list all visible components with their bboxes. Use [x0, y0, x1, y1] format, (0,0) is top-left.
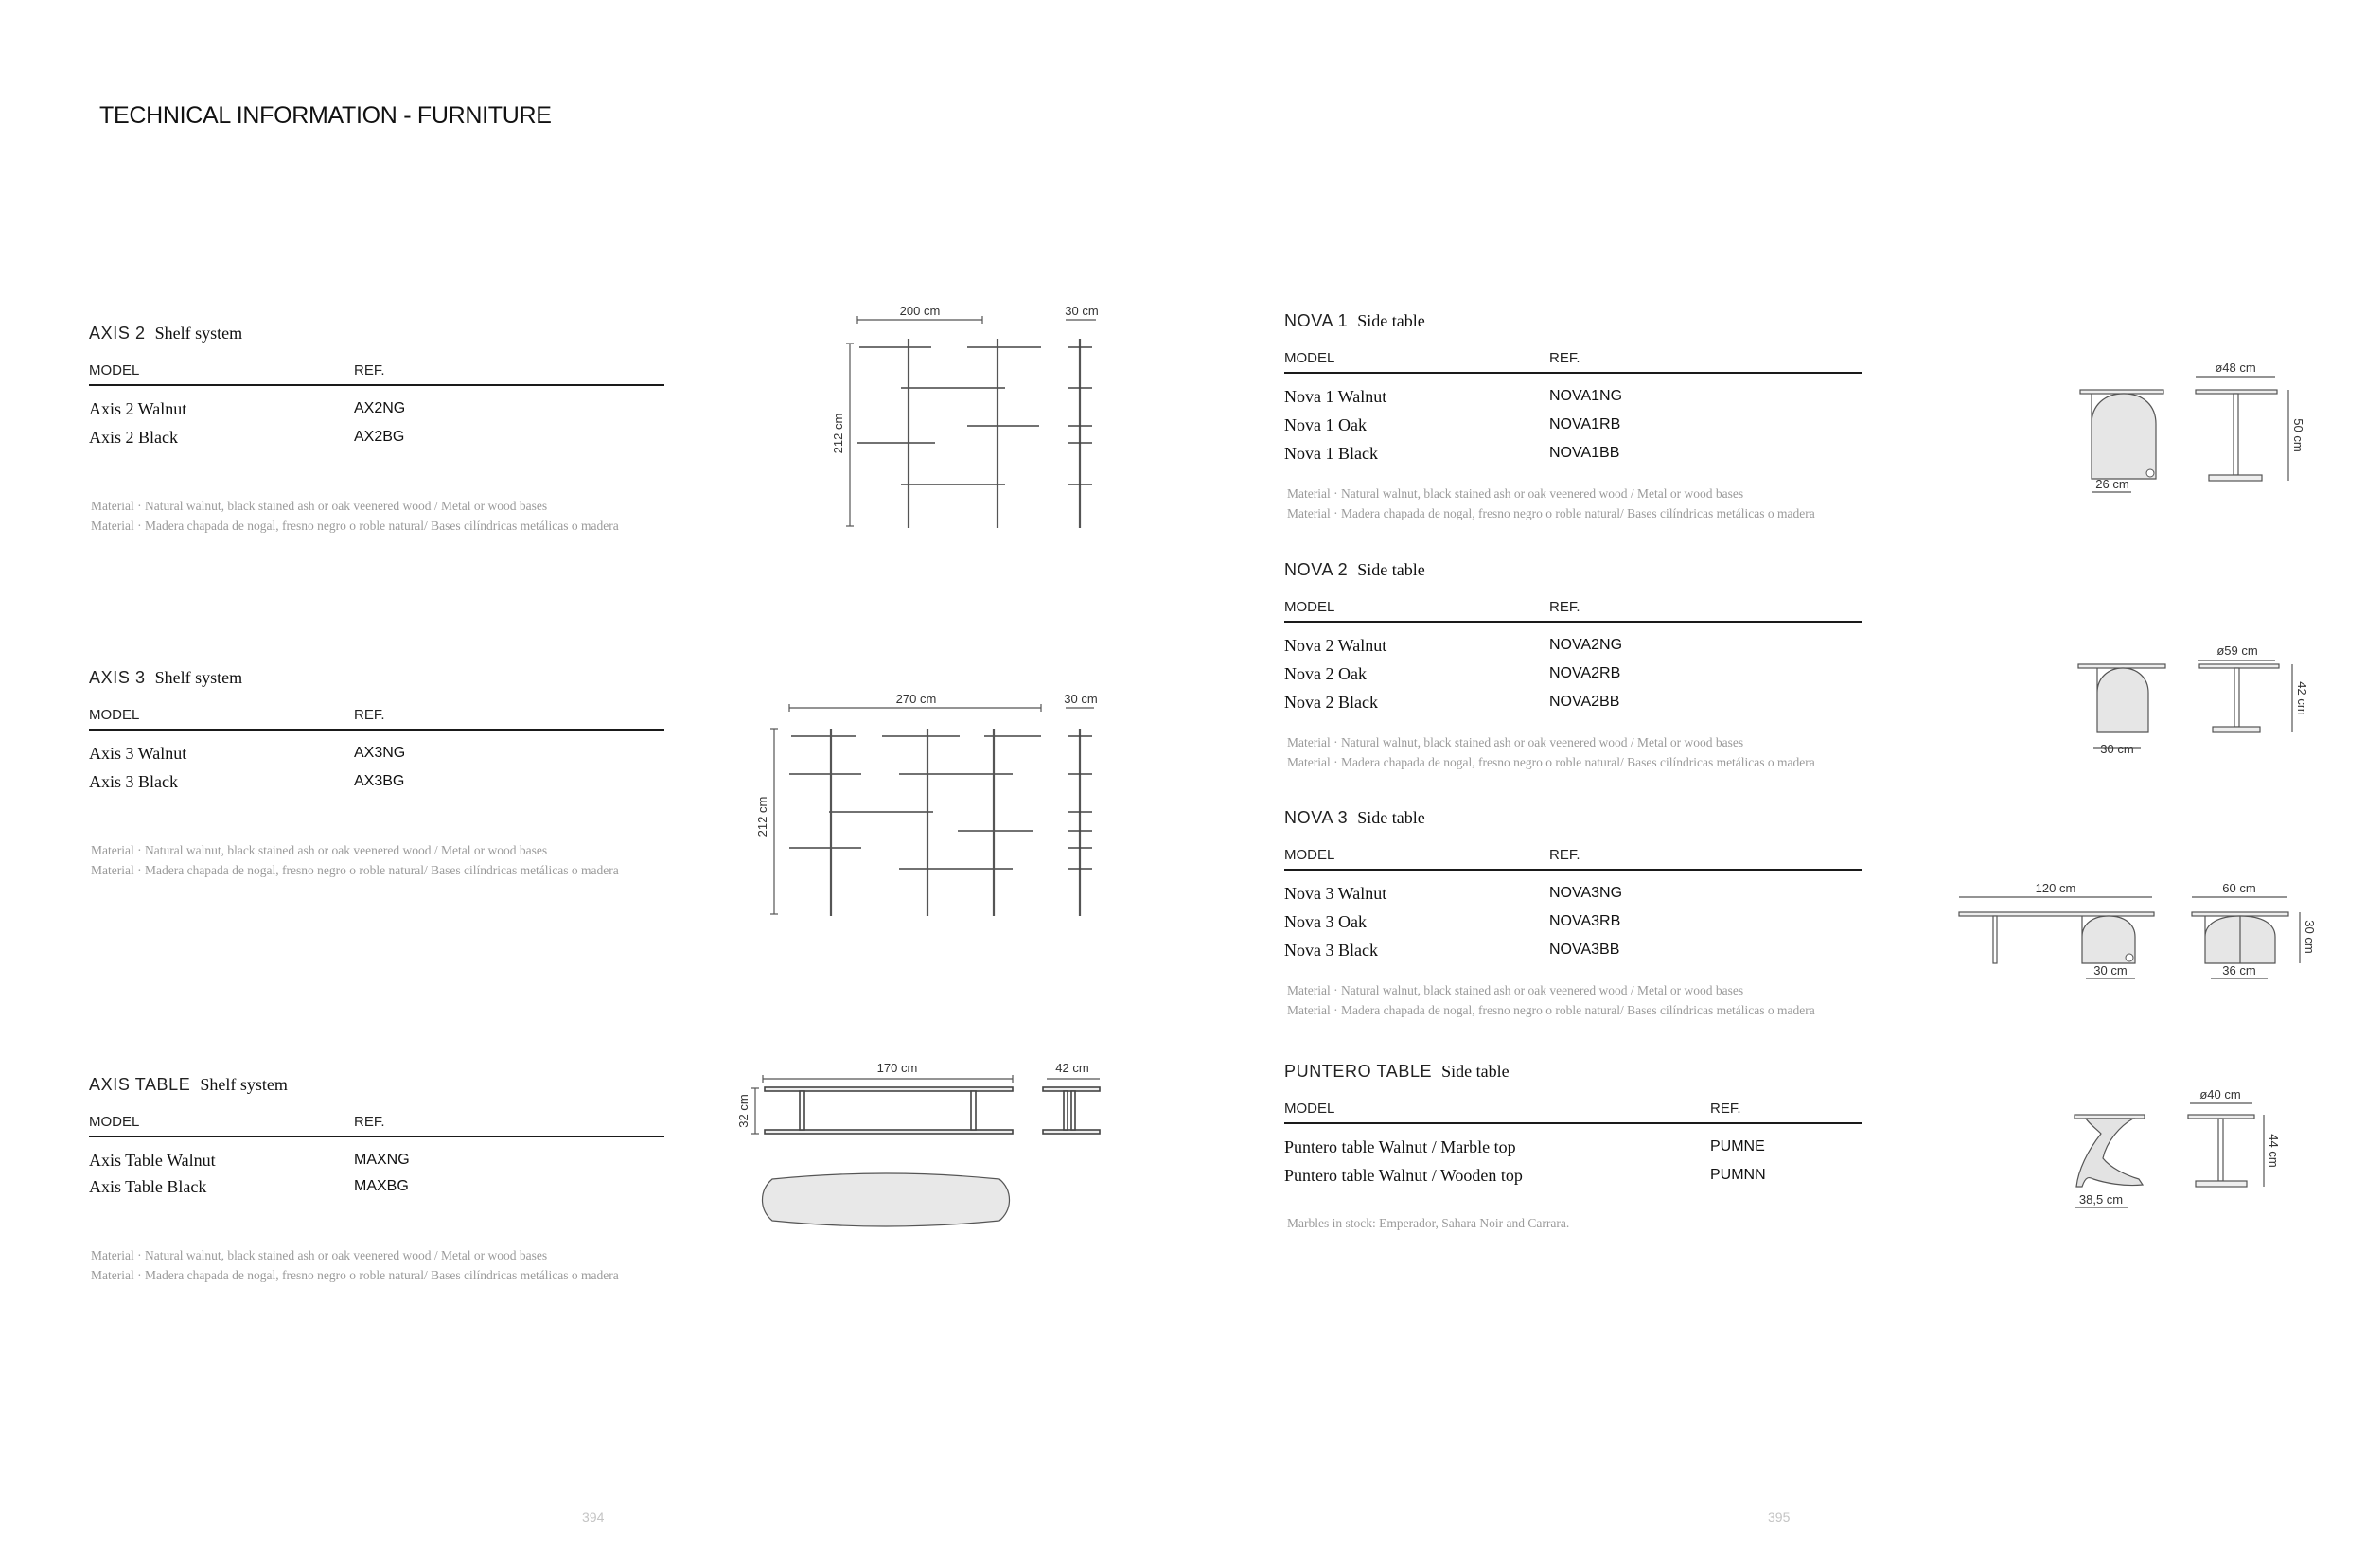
table-row: [89, 428, 664, 456]
product-name: AXIS TABLE: [89, 1075, 191, 1094]
dimension-label: 60 cm: [2222, 881, 2256, 895]
dimension-label: ø40 cm: [2199, 1087, 2241, 1101]
section-heading: [89, 668, 664, 693]
model-cell: Nova 3 Walnut: [1284, 884, 1387, 903]
material-note: Material · Madera chapada de nogal, fresno negro o roble natural/ Bases cilíndricas metálicas o madera: [91, 1268, 619, 1282]
material-note: Material · Madera chapada de nogal, fresno negro o roble natural/ Bases cilíndricas metálicas o madera: [1287, 506, 1815, 520]
material-note: Material · Natural walnut, black stained ash or oak veenered wood / Metal or wood bases: [1287, 486, 1744, 501]
ref-cell: NOVA2RB: [1549, 665, 1621, 681]
product-list: [89, 1151, 664, 1206]
table-header: [89, 693, 664, 731]
table-row: [1284, 912, 1862, 941]
table-row: [1284, 693, 1862, 721]
model-cell: Axis Table Black: [89, 1177, 207, 1196]
model-cell: Nova 3 Oak: [1284, 912, 1367, 931]
table-row: [1284, 664, 1862, 693]
model-column-header: MODEL: [1284, 1101, 1335, 1117]
product-list: [89, 399, 664, 456]
model-cell: Axis Table Walnut: [89, 1151, 216, 1170]
model-cell: Axis 2 Walnut: [89, 399, 187, 418]
model-cell: Puntero table Walnut / Marble top: [1284, 1137, 1516, 1156]
axis2-drawing: [823, 301, 1107, 537]
material-note: Marbles in stock: Emperador, Sahara Noir and Carrara.: [1287, 1216, 1570, 1230]
page-number-right: 395: [1768, 1509, 1791, 1524]
section-axis3: [89, 668, 664, 877]
axis-table-drawing: [734, 1058, 1113, 1238]
dimension-label: 30 cm: [1064, 692, 1098, 706]
dimension-label: 270 cm: [895, 692, 937, 706]
material-note: Material · Madera chapada de nogal, fresno negro o roble natural/ Bases cilíndricas metálicas o madera: [1287, 755, 1815, 769]
product-list: [1284, 1137, 1862, 1194]
table-row: [89, 772, 664, 801]
dimension-label: 30 cm: [2303, 920, 2317, 954]
section-nova3: [1284, 808, 1862, 1017]
table-row: [89, 744, 664, 772]
table-row: [1284, 636, 1862, 664]
product-list: [1284, 884, 1862, 969]
product-type: Side table: [1441, 1062, 1510, 1081]
section-heading: [89, 324, 664, 348]
dimension-label: 212 cm: [831, 413, 845, 454]
table-row: [1284, 884, 1862, 912]
section-heading: [1284, 1062, 1862, 1086]
nova1-drawing: [2073, 356, 2305, 507]
table-row: [89, 399, 664, 428]
ref-cell: NOVA1BB: [1549, 445, 1620, 461]
material-note: Material · Natural walnut, black stained ash or oak veenered wood / Metal or wood bases: [91, 843, 548, 857]
dimension-label: 30 cm: [1065, 304, 1099, 318]
product-name: NOVA 1: [1284, 311, 1349, 330]
model-cell: Axis 3 Walnut: [89, 744, 187, 763]
page-title: [99, 102, 552, 130]
table-header: [1284, 1086, 1862, 1124]
ref-cell: NOVA3NG: [1549, 885, 1623, 901]
ref-cell: PUMNE: [1710, 1138, 1765, 1154]
product-type: Side table: [1357, 808, 1425, 827]
model-cell: Nova 1 Black: [1284, 444, 1378, 463]
dimension-label: ø48 cm: [2215, 361, 2256, 375]
table-row: [1284, 444, 1862, 472]
table-header: [89, 1100, 664, 1137]
dimension-label: 38,5 cm: [2078, 1192, 2124, 1207]
product-list: [1284, 636, 1862, 721]
ref-column-header: REF.: [1710, 1101, 1741, 1117]
ref-cell: NOVA3RB: [1549, 913, 1621, 929]
ref-cell: AX3NG: [354, 745, 406, 761]
model-column-header: MODEL: [89, 707, 140, 723]
ref-cell: MAXNG: [354, 1152, 410, 1168]
dimension-label: 50 cm: [2291, 418, 2305, 452]
ref-cell: PUMNN: [1710, 1167, 1766, 1183]
material-notes: [91, 1245, 619, 1285]
ref-column-header: REF.: [354, 1114, 385, 1130]
product-name: NOVA 2: [1284, 560, 1349, 579]
ref-column-header: REF.: [354, 362, 385, 379]
nova3-drawing: [1950, 882, 2319, 995]
model-column-header: MODEL: [89, 1114, 140, 1130]
table-row: [1284, 415, 1862, 444]
material-note: Material · Natural walnut, black stained ash or oak veenered wood / Metal or wood bases: [91, 499, 548, 513]
section-puntero: [1284, 1062, 1862, 1230]
page-title-main: TECHNICAL INFORMATION: [99, 102, 397, 129]
product-list: [1284, 387, 1862, 472]
product-list: [89, 744, 664, 801]
table-row: [1284, 1137, 1862, 1166]
table-row: [89, 1177, 664, 1206]
material-note: Material · Madera chapada de nogal, fresno negro o roble natural/ Bases cilíndricas metálicas o madera: [91, 863, 619, 877]
material-note: Material · Natural walnut, black stained ash or oak veenered wood / Metal or wood bases: [91, 1248, 548, 1262]
material-notes: [1287, 484, 1815, 523]
ref-column-header: REF.: [354, 707, 385, 723]
dimension-label: 44 cm: [2267, 1134, 2281, 1168]
model-cell: Nova 2 Walnut: [1284, 636, 1387, 655]
dimension-label: 30 cm: [2093, 963, 2128, 978]
material-notes: [1287, 1213, 1569, 1233]
ref-cell: AX2NG: [354, 400, 406, 416]
section-heading: [1284, 311, 1862, 336]
page-title-sub: - FURNITURE: [397, 102, 552, 129]
model-cell: Axis 2 Black: [89, 428, 178, 447]
section-heading: [89, 1075, 664, 1100]
dimension-label: 30 cm: [2100, 742, 2134, 756]
ref-cell: MAXBG: [354, 1178, 409, 1194]
material-notes: [91, 840, 619, 880]
dimension-label: 32 cm: [736, 1094, 750, 1128]
ref-column-header: REF.: [1549, 350, 1580, 366]
table-row: [1284, 941, 1862, 969]
puntero-drawing: [2057, 1084, 2285, 1226]
axis3-drawing: [757, 689, 1117, 925]
material-note: Material · Natural walnut, black stained ash or oak veenered wood / Metal or wood bases: [1287, 735, 1744, 749]
material-notes: [91, 496, 619, 536]
product-name: NOVA 3: [1284, 808, 1349, 827]
ref-cell: NOVA1NG: [1549, 388, 1623, 404]
dimension-label: 120 cm: [2035, 881, 2076, 895]
ref-cell: NOVA1RB: [1549, 416, 1621, 432]
ref-cell: AX3BG: [354, 773, 405, 789]
model-cell: Nova 1 Oak: [1284, 415, 1367, 434]
page-number-left: 394: [582, 1509, 605, 1524]
product-type: Shelf system: [154, 324, 243, 343]
product-type: Shelf system: [200, 1075, 288, 1094]
section-axis-table: [89, 1075, 664, 1282]
dimension-label: 42 cm: [2295, 681, 2309, 715]
dimension-label: 170 cm: [876, 1061, 918, 1075]
section-heading: [1284, 808, 1862, 833]
model-cell: Axis 3 Black: [89, 772, 178, 791]
material-note: Material · Natural walnut, black stained ash or oak veenered wood / Metal or wood bases: [1287, 983, 1744, 997]
dimension-label: ø59 cm: [2216, 643, 2258, 658]
dimension-label: 42 cm: [1055, 1061, 1089, 1075]
ref-cell: AX2BG: [354, 429, 405, 445]
model-cell: Nova 1 Walnut: [1284, 387, 1387, 406]
table-row: [1284, 387, 1862, 415]
material-notes: [1287, 732, 1815, 772]
model-column-header: MODEL: [1284, 599, 1335, 615]
ref-cell: NOVA2NG: [1549, 637, 1623, 653]
product-type: Shelf system: [154, 668, 243, 687]
table-row: [1284, 1166, 1862, 1194]
table-header: [1284, 585, 1862, 623]
model-column-header: MODEL: [89, 362, 140, 379]
product-type: Side table: [1357, 311, 1425, 330]
product-name: AXIS 2: [89, 324, 146, 343]
ref-cell: NOVA2BB: [1549, 694, 1620, 710]
material-notes: [1287, 980, 1815, 1020]
model-column-header: MODEL: [1284, 847, 1335, 863]
section-heading: [1284, 560, 1862, 585]
dimension-label: 36 cm: [2222, 963, 2256, 978]
model-column-header: MODEL: [1284, 350, 1335, 366]
table-header: [1284, 336, 1862, 374]
ref-column-header: REF.: [1549, 599, 1580, 615]
product-type: Side table: [1357, 560, 1425, 579]
table-row: [89, 1151, 664, 1177]
ref-column-header: REF.: [1549, 847, 1580, 863]
model-cell: Nova 2 Oak: [1284, 664, 1367, 683]
section-nova2: [1284, 560, 1862, 769]
section-axis2: [89, 324, 664, 533]
model-cell: Puntero table Walnut / Wooden top: [1284, 1166, 1523, 1185]
material-note: Material · Madera chapada de nogal, fresno negro o roble natural/ Bases cilíndricas metálicas o madera: [91, 519, 619, 533]
nova2-drawing: [2075, 634, 2309, 766]
section-nova1: [1284, 311, 1862, 520]
ref-cell: NOVA3BB: [1549, 942, 1620, 958]
product-name: PUNTERO TABLE: [1284, 1062, 1433, 1081]
table-header: [89, 348, 664, 386]
model-cell: Nova 3 Black: [1284, 941, 1378, 960]
model-cell: Nova 2 Black: [1284, 693, 1378, 712]
material-note: Material · Madera chapada de nogal, fresno negro o roble natural/ Bases cilíndricas metálicas o madera: [1287, 1003, 1815, 1017]
product-name: AXIS 3: [89, 668, 146, 687]
dimension-label: 200 cm: [899, 304, 941, 318]
dimension-label: 212 cm: [755, 796, 769, 837]
dimension-label: 26 cm: [2095, 477, 2129, 491]
table-header: [1284, 833, 1862, 871]
